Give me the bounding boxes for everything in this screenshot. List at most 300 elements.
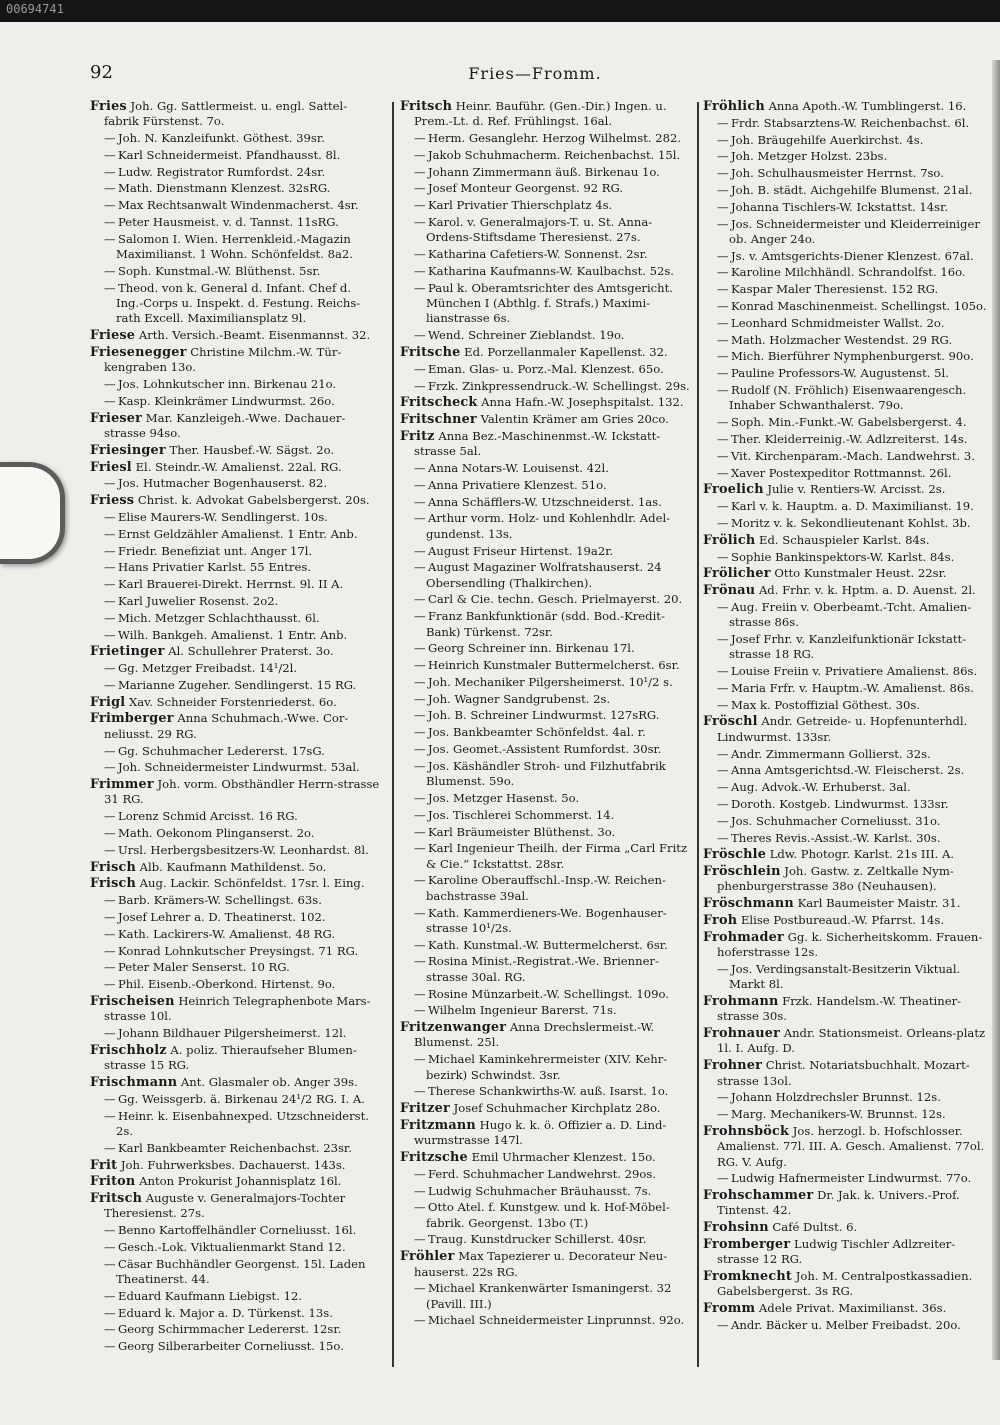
ditto-dash: — (414, 609, 426, 624)
entry-surname: Fritscheck (400, 395, 478, 411)
directory-entry (400, 692, 690, 707)
directory-entry (703, 896, 995, 911)
ditto-dash: — (414, 841, 426, 856)
directory-entry (400, 1249, 690, 1280)
ditto-dash: — (717, 265, 729, 280)
entry-text: Frzk. Handelsm.-W. Theatiner-strasse 30s. (717, 994, 962, 1024)
directory-entry (90, 1306, 380, 1321)
entry-text: Jos. Geomet.-Assistent Rumfordst. 30sr. (428, 742, 662, 757)
entry-text: Anna Amtsgerichtsd.-W. Fleischerst. 2s. (731, 763, 965, 778)
directory-entry (703, 183, 995, 198)
directory-entry (400, 198, 690, 213)
page-number: 92 (90, 62, 113, 83)
ditto-dash: — (104, 960, 116, 975)
directory-entry (90, 1322, 380, 1337)
directory-entry (90, 411, 380, 442)
directory-entry (703, 415, 995, 430)
directory-entry (703, 600, 995, 631)
directory-entry (703, 383, 995, 414)
directory-entry (90, 927, 380, 942)
directory-entry (703, 747, 995, 762)
directory-entry (90, 744, 380, 759)
directory-entry (90, 460, 380, 475)
ditto-dash: — (104, 661, 116, 676)
ditto-dash: — (104, 280, 116, 295)
ditto-dash: — (414, 954, 426, 969)
directory-entry (90, 198, 380, 213)
entry-text: August Magaziner Wolfratshauserst. 24 Obersendling (Thalkirchen). (426, 560, 662, 590)
ditto-dash: — (104, 760, 116, 775)
entry-text: Ludw. Registrator Rumfordst. 24sr. (118, 164, 326, 179)
entry-surname: Fritzmann (400, 1117, 476, 1133)
directory-entry (400, 938, 690, 953)
directory-entry (90, 711, 380, 742)
ditto-dash: — (414, 592, 426, 607)
scan-header-bar (0, 0, 1000, 22)
directory-entry (90, 910, 380, 925)
entry-text: Kath. Kunstmal.-W. Buttermelcherst. 6sr. (428, 937, 668, 952)
directory-entry (400, 592, 690, 607)
ditto-dash: — (104, 1239, 116, 1254)
directory-entry (703, 797, 995, 812)
directory-entry (400, 675, 690, 690)
ditto-dash: — (414, 164, 426, 179)
entry-text: Kath. Kammerdieners-We. Bogenhauser-strasse 10¹/2s. (426, 905, 667, 935)
entry-surname: Fritzer (400, 1101, 450, 1117)
ditto-dash: — (104, 476, 116, 491)
directory-entry (400, 165, 690, 180)
entry-surname: Frischeisen (90, 994, 175, 1010)
entry-text: Georg Silberarbeiter Corneliusst. 15o. (118, 1339, 344, 1354)
entry-text: Joh. B. städt. Aichgehilfe Blumenst. 21al. (731, 182, 973, 197)
directory-entry (90, 510, 380, 525)
directory-entry (90, 215, 380, 230)
ditto-dash: — (414, 790, 426, 805)
entry-text: Joh. vorm. Obsthändler Herrn-strasse 31 RG. (104, 777, 380, 807)
entry-surname: Friess (90, 493, 135, 509)
entry-text: Cäsar Buchhändler Georgenst. 15l. Laden Theatinerst. 44. (116, 1256, 366, 1287)
entry-text: Josef Monteur Georgenst. 92 RG. (428, 181, 624, 196)
directory-entry (90, 264, 380, 279)
directory-entry (703, 763, 995, 778)
ditto-dash: — (717, 431, 729, 446)
entry-text: Mich. Metzger Schlachthausst. 6l. (118, 610, 320, 625)
entry-text: Joh. Gg. Sattlermeist. u. engl. Sattel-fabrik Fürstenst. 7o. (104, 99, 348, 129)
directory-entry (703, 1107, 995, 1122)
entry-surname: Fritschner (400, 412, 477, 428)
entry-text: Johann Holzdrechsler Brunnst. 12s. (731, 1090, 941, 1105)
directory-entry (400, 1184, 690, 1199)
directory-entry (90, 443, 380, 458)
ditto-dash: — (717, 549, 729, 564)
directory-entry (90, 148, 380, 163)
directory-entry (703, 1301, 995, 1316)
entry-text: Karl Juwelier Rosenst. 2o2. (118, 593, 279, 608)
ditto-dash: — (104, 263, 116, 278)
ditto-dash: — (717, 796, 729, 811)
ditto-dash: — (717, 465, 729, 480)
entry-text: Louise Freiin v. Privatiere Amalienst. 86s. (731, 664, 978, 679)
ditto-dash: — (717, 763, 729, 778)
entry-text: Mar. Kanzleigeh.-Wwe. Dachauer-strasse 94so. (104, 410, 346, 440)
entry-text: Anna Hafn.-W. Josephspitalst. 132. (481, 395, 684, 410)
entry-text: Js. v. Amtsgerichts-Diener Klenzest. 67al. (731, 248, 974, 263)
ditto-dash: — (414, 247, 426, 262)
ditto-dash: — (104, 164, 116, 179)
ditto-dash: — (104, 826, 116, 841)
entry-text: Theod. von k. General d. Infant. Chef d. Ing.-Corps u. Inspekt. d. Festung. Reichs-rath Excell. Maximiliansplatz 9l. (116, 280, 361, 326)
ditto-dash: — (717, 697, 729, 712)
entry-text: Ferd. Schuhmacher Landwehrst. 29os. (428, 1166, 657, 1181)
entry-text: Karl Ingenieur Theilh. der Firma „Carl Fritz & Cie.“ Ickstattst. 28sr. (426, 841, 688, 871)
directory-entry (400, 954, 690, 985)
directory-entry (703, 664, 995, 679)
directory-entry (400, 379, 690, 394)
entry-surname: Frölich (703, 532, 756, 548)
entry-text: Café Dultst. 6. (772, 1220, 858, 1235)
directory-entry (400, 808, 690, 823)
directory-entry (703, 1318, 995, 1333)
directory-entry (400, 1232, 690, 1247)
entry-text: Max k. Postoffizial Göthest. 30s. (731, 697, 920, 712)
entry-surname: Fröschl (703, 714, 758, 730)
directory-entry (703, 681, 995, 696)
directory-entry (400, 345, 690, 360)
ditto-dash: — (104, 1026, 116, 1041)
entry-surname: Fries (90, 99, 127, 114)
ditto-dash: — (717, 166, 729, 181)
entry-text: Jos. Verdingsanstalt-Besitzerin Viktual. Markt 8l. (729, 961, 961, 992)
column-2 (400, 99, 690, 1330)
entry-text: Gg. Schuhmacher Ledererst. 17sG. (118, 743, 325, 758)
entry-surname: Fromberger (703, 1236, 791, 1252)
running-head: Fries—Fromm. (468, 64, 602, 83)
entry-text: Ther. Kleiderreinig.-W. Adlzreiterst. 14s. (731, 431, 968, 446)
entry-text: Jos. Schneidermeister und Kleiderreiniger ob. Anger 24o. (729, 216, 980, 246)
entry-text: Jos. Tischlerei Schommerst. 14. (428, 807, 615, 822)
directory-entry (703, 482, 995, 497)
ditto-dash: — (414, 181, 426, 196)
ditto-dash: — (717, 299, 729, 314)
directory-entry (90, 1289, 380, 1304)
directory-entry (703, 116, 995, 131)
directory-entry (400, 478, 690, 493)
entry-text: Emil Uhrmacher Klenzest. 15o. (471, 1150, 656, 1164)
ditto-dash: — (717, 632, 729, 646)
entry-text: Karol. v. Generalmajors-T. u. St. Anna-Ordens-Stiftsdame Theresienst. 27s. (426, 215, 653, 245)
ditto-dash: — (104, 543, 116, 558)
entry-surname: Fritsch (400, 99, 453, 114)
directory-entry (703, 994, 995, 1025)
entry-text: Frzk. Zinkpressendruck.-W. Schellingst. 29s. (428, 378, 690, 393)
ditto-dash: — (414, 511, 426, 526)
entry-text: El. Steindr.-W. Amalienst. 22al. RG. (135, 459, 342, 474)
ditto-dash: — (414, 147, 426, 162)
ditto-dash: — (414, 328, 426, 343)
directory-entry (400, 1052, 690, 1083)
entry-text: Rosine Münzarbeit.-W. Schellingst. 109o. (428, 986, 669, 1001)
directory-entry (703, 265, 995, 280)
directory-entry (90, 960, 380, 975)
column-rule (697, 102, 699, 1367)
entry-text: Jakob Schuhmacherm. Reichenbachst. 15l. (428, 147, 681, 162)
ditto-dash: — (104, 1140, 116, 1155)
directory-entry (90, 577, 380, 592)
directory-entry (90, 165, 380, 180)
directory-entry (90, 760, 380, 775)
entry-text: Karl Bräumeister Blüthenst. 3o. (428, 824, 616, 839)
entry-surname: Froelich (703, 482, 764, 498)
entry-text: Anna Privatiere Klenzest. 51o. (428, 477, 607, 492)
entry-text: Karl Privatier Thierschplatz 4s. (428, 198, 613, 213)
entry-surname: Fritzenwanger (400, 1020, 507, 1036)
ditto-dash: — (717, 216, 729, 231)
ditto-dash: — (414, 378, 426, 393)
entry-text: Jos. Lohnkutscher inn. Birkenau 21o. (118, 377, 337, 392)
directory-entry (400, 264, 690, 279)
ditto-dash: — (104, 231, 116, 246)
ditto-dash: — (414, 280, 426, 295)
ditto-dash: — (717, 448, 729, 463)
entry-surname: Fritsche (400, 344, 461, 360)
directory-entry (400, 281, 690, 327)
entry-text: Peter Hausmeist. v. d. Tannst. 11sRG. (118, 215, 339, 230)
entry-text: Ed. Schauspieler Karlst. 84s. (759, 532, 930, 547)
directory-entry (703, 632, 995, 663)
ditto-dash: — (414, 1200, 426, 1215)
entry-text: Pauline Professors-W. Augustenst. 5l. (731, 366, 949, 381)
entry-text: Joh. Gastw. z. Zeltkalle Nym-phenburgerstrasse 38o (Neuhausen). (717, 864, 954, 894)
directory-entry (90, 944, 380, 959)
directory-entry (90, 1092, 380, 1107)
entry-text: Heinrich Telegraphenbote Mars-strasse 10l. (104, 994, 371, 1024)
entry-text: Valentin Krämer am Gries 20co. (480, 412, 669, 427)
directory-entry (90, 476, 380, 491)
entry-text: Elise Postbureaud.-W. Pfarrst. 14s. (740, 913, 945, 928)
entry-text: Salomon I. Wien. Herrenkleid.-Magazin Maximilianst. 1 Wohn. Schönfeldst. 8a2. (116, 231, 353, 262)
directory-entry (703, 864, 995, 895)
entry-text: Joh. Schulhausmeister Herrnst. 7so. (731, 166, 944, 181)
entry-surname: Fröschle (703, 847, 767, 863)
scan-id: 00694741 (6, 2, 64, 16)
entry-text: Soph. Min.-Funkt.-W. Gabelsbergerst. 4. (731, 415, 967, 430)
entry-text: Max Tapezierer u. Decorateur Neu-hauserst. 22s RG. (414, 1249, 668, 1279)
directory-entry (400, 362, 690, 377)
entry-text: Vit. Kirchenparam.-Mach. Landwehrst. 3. (731, 448, 975, 463)
entry-text: Michael Schneidermeister Linprunnst. 92o. (428, 1313, 685, 1328)
directory-entry (400, 1167, 690, 1182)
directory-entry (703, 1026, 995, 1057)
ditto-dash: — (104, 1288, 116, 1303)
entry-text: Auguste v. Generalmajors-Tochter Theresienst. 27s. (104, 1191, 346, 1221)
directory-entry (703, 550, 995, 565)
entry-text: Andr. Getreide- u. Hopfenunterhdl. Lindwurmst. 133sr. (717, 714, 968, 744)
entry-text: Anton Prokurist Johannisplatz 16l. (139, 1174, 342, 1189)
directory-entry (703, 1090, 995, 1105)
entry-text: August Friseur Hirtenst. 19a2r. (428, 543, 614, 558)
ditto-dash: — (104, 131, 116, 146)
entry-surname: Friesinger (90, 442, 166, 458)
entry-surname: Frimmer (90, 777, 154, 793)
entry-text: Karoline Milchhändl. Schrandolfst. 16o. (731, 265, 966, 280)
directory-entry (400, 1313, 690, 1328)
ditto-dash: — (414, 742, 426, 757)
entry-text: Arth. Versich.-Beamt. Eisenmannst. 32. (138, 328, 371, 343)
directory-entry (400, 560, 690, 591)
entry-text: Joh. N. Kanzleifunkt. Göthest. 39sr. (118, 131, 325, 146)
entry-text: Christine Milchm.-W. Tür-kengraben 13o. (104, 344, 342, 375)
ditto-dash: — (104, 1256, 116, 1271)
ditto-dash: — (104, 393, 116, 408)
entry-text: Jos. Käshändler Stroh- und Filzhutfabrik Blumenst. 59o. (426, 758, 666, 789)
directory-entry (90, 1223, 380, 1238)
entry-text: Karl v. k. Hauptm. a. D. Maximilianst. 19. (731, 499, 974, 514)
entry-text: Ludwig Schuhmacher Bräuhausst. 7s. (428, 1183, 652, 1198)
directory-entry (703, 1188, 995, 1219)
directory-entry (400, 1200, 690, 1231)
ditto-dash: — (717, 680, 729, 695)
entry-text: Gg. Weissgerb. ä. Birkenau 24¹/2 RG. I. A. (118, 1091, 365, 1106)
entry-surname: Frigl (90, 694, 126, 710)
directory-entry (400, 1118, 690, 1149)
directory-entry (400, 328, 690, 343)
entry-text: Joh. Schneidermeister Lindwurmst. 53al. (118, 760, 360, 775)
entry-text: Ed. Porzellanmaler Kapellenst. 32. (464, 344, 668, 359)
entry-text: Konrad Lohnkutscher Preysingst. 71 RG. (118, 943, 359, 958)
entry-surname: Frohner (703, 1058, 763, 1074)
ditto-dash: — (104, 1091, 116, 1106)
directory-entry (90, 994, 380, 1025)
ditto-dash: — (104, 910, 116, 925)
entry-surname: Friesl (90, 459, 132, 475)
entry-text: Ernst Geldzähler Amalienst. 1 Entr. Anb. (118, 526, 358, 541)
entry-text: Michael Kaminkehrermeister (XIV. Kehr-bezirk) Schwindst. 3sr. (426, 1052, 668, 1082)
entry-surname: Frimberger (90, 711, 174, 727)
directory-entry (90, 1109, 380, 1140)
directory-entry (90, 1240, 380, 1255)
directory-entry (400, 511, 690, 542)
ditto-dash: — (717, 132, 729, 147)
column-1 (90, 99, 380, 1356)
ditto-dash: — (104, 943, 116, 958)
directory-entry (400, 708, 690, 723)
directory-entry (90, 644, 380, 659)
entry-text: Joh. Fuhrwerksbes. Dachauerst. 143s. (120, 1157, 346, 1172)
directory-entry (90, 328, 380, 343)
entry-text: Rudolf (N. Fröhlich) Eisenwaarengesch. Inhaber Schwanthalerst. 79o. (729, 383, 967, 413)
ditto-dash: — (104, 198, 116, 213)
ditto-dash: — (414, 198, 426, 213)
entry-text: Christ. Notariatsbuchhalt. Mozart-strasse 13ol. (717, 1058, 970, 1088)
directory-entry (703, 516, 995, 531)
entry-text: Kath. Lackirers-W. Amalienst. 48 RG. (118, 926, 336, 941)
entry-text: Heinrich Kunstmaler Buttermelcherst. 6sr. (428, 658, 680, 673)
ditto-dash: — (717, 599, 729, 614)
ditto-dash: — (717, 282, 729, 297)
directory-entry (703, 499, 995, 514)
ditto-dash: — (414, 560, 426, 575)
entry-text: Lorenz Schmid Arcisst. 16 RG. (118, 809, 298, 824)
directory-entry (703, 316, 995, 331)
directory-entry (400, 99, 690, 130)
entry-surname: Fritzsche (400, 1150, 468, 1165)
entry-text: Karoline Oberauffschl.-Insp.-W. Reichen-bachstrasse 39al. (426, 873, 666, 903)
entry-text: Joh. Bräugehilfe Auerkirchst. 4s. (731, 132, 924, 147)
directory-entry (703, 566, 995, 581)
entry-text: Johann Bildhauer Pilgersheimerst. 12l. (118, 1026, 347, 1041)
ditto-dash: — (104, 809, 116, 824)
ditto-dash: — (414, 905, 426, 920)
directory-entry (400, 412, 690, 427)
directory-entry (400, 906, 690, 937)
directory-entry (400, 1281, 690, 1312)
directory-entry (90, 1174, 380, 1189)
ditto-dash: — (414, 131, 426, 146)
ditto-dash: — (414, 691, 426, 706)
ditto-dash: — (414, 263, 426, 278)
directory-entry (703, 333, 995, 348)
directory-entry (703, 299, 995, 314)
ditto-dash: — (414, 461, 426, 476)
ditto-dash: — (414, 477, 426, 492)
directory-entry (90, 826, 380, 841)
directory-entry (90, 394, 380, 409)
entry-text: Eduard Kaufmann Liebigst. 12. (118, 1288, 303, 1303)
ditto-dash: — (717, 1317, 729, 1332)
entry-surname: Fromknecht (703, 1269, 792, 1285)
entry-text: Xaver Postexpeditor Rottmannst. 26l. (731, 465, 952, 480)
directory-entry (400, 148, 690, 163)
entry-surname: Frölicher (703, 566, 771, 582)
directory-entry (400, 759, 690, 790)
entry-text: Katharina Cafetiers-W. Sonnenst. 2sr. (428, 247, 648, 262)
ditto-dash: — (104, 1339, 116, 1354)
directory-entry (703, 200, 995, 215)
entry-text: Franz Bankfunktionär (sdd. Bod.-Kredit-Bank) Türkenst. 72sr. (426, 609, 665, 639)
entry-text: Ther. Hausbef.-W. Sägst. 2o. (169, 442, 335, 457)
entry-surname: Frit (90, 1157, 118, 1173)
entry-text: Ludwig Hafnermeister Lindwurmst. 77o. (731, 1171, 972, 1186)
directory-entry (703, 99, 995, 114)
entry-text: Heinr. k. Eisenbahnexped. Utzschneiderst. 2s. (116, 1108, 369, 1138)
entry-text: Elise Maurers-W. Sendlingerst. 10s. (118, 509, 328, 524)
entry-text: Barb. Krämers-W. Schellingst. 63s. (118, 893, 322, 908)
ditto-dash: — (104, 977, 116, 992)
entry-text: A. poliz. Thieraufseher Blumen-strasse 15 RG. (104, 1042, 357, 1073)
entry-text: Al. Schullehrer Praterst. 3o. (168, 644, 334, 659)
entry-surname: Fröhlich (703, 99, 765, 114)
entry-text: Math. Holzmacher Westendst. 29 RG. (731, 332, 953, 347)
ditto-dash: — (104, 560, 116, 575)
entry-surname: Frischholz (90, 1042, 167, 1058)
entry-text: Herm. Gesanglehr. Herzog Wilhelmst. 282. (428, 131, 682, 146)
directory-entry (703, 166, 995, 181)
entry-text: Joh. M. Centralpostkassadien. Gabelsbergerst. 3s RG. (717, 1269, 973, 1299)
directory-entry (703, 432, 995, 447)
directory-entry (90, 1339, 380, 1354)
directory-entry (90, 977, 380, 992)
directory-entry (400, 131, 690, 146)
entry-surname: Frönau (703, 583, 756, 599)
entry-surname: Fröschmann (703, 896, 794, 912)
entry-text: Benno Kartoffelhändler Corneliusst. 16l. (118, 1223, 357, 1238)
directory-entry (703, 349, 995, 364)
entry-text: Math. Dienstmann Klenzest. 32sRG. (118, 181, 331, 196)
ditto-dash: — (717, 199, 729, 214)
directory-entry (400, 429, 690, 460)
entry-surname: Frohnauer (703, 1026, 781, 1042)
entry-surname: Frischmann (90, 1075, 178, 1091)
